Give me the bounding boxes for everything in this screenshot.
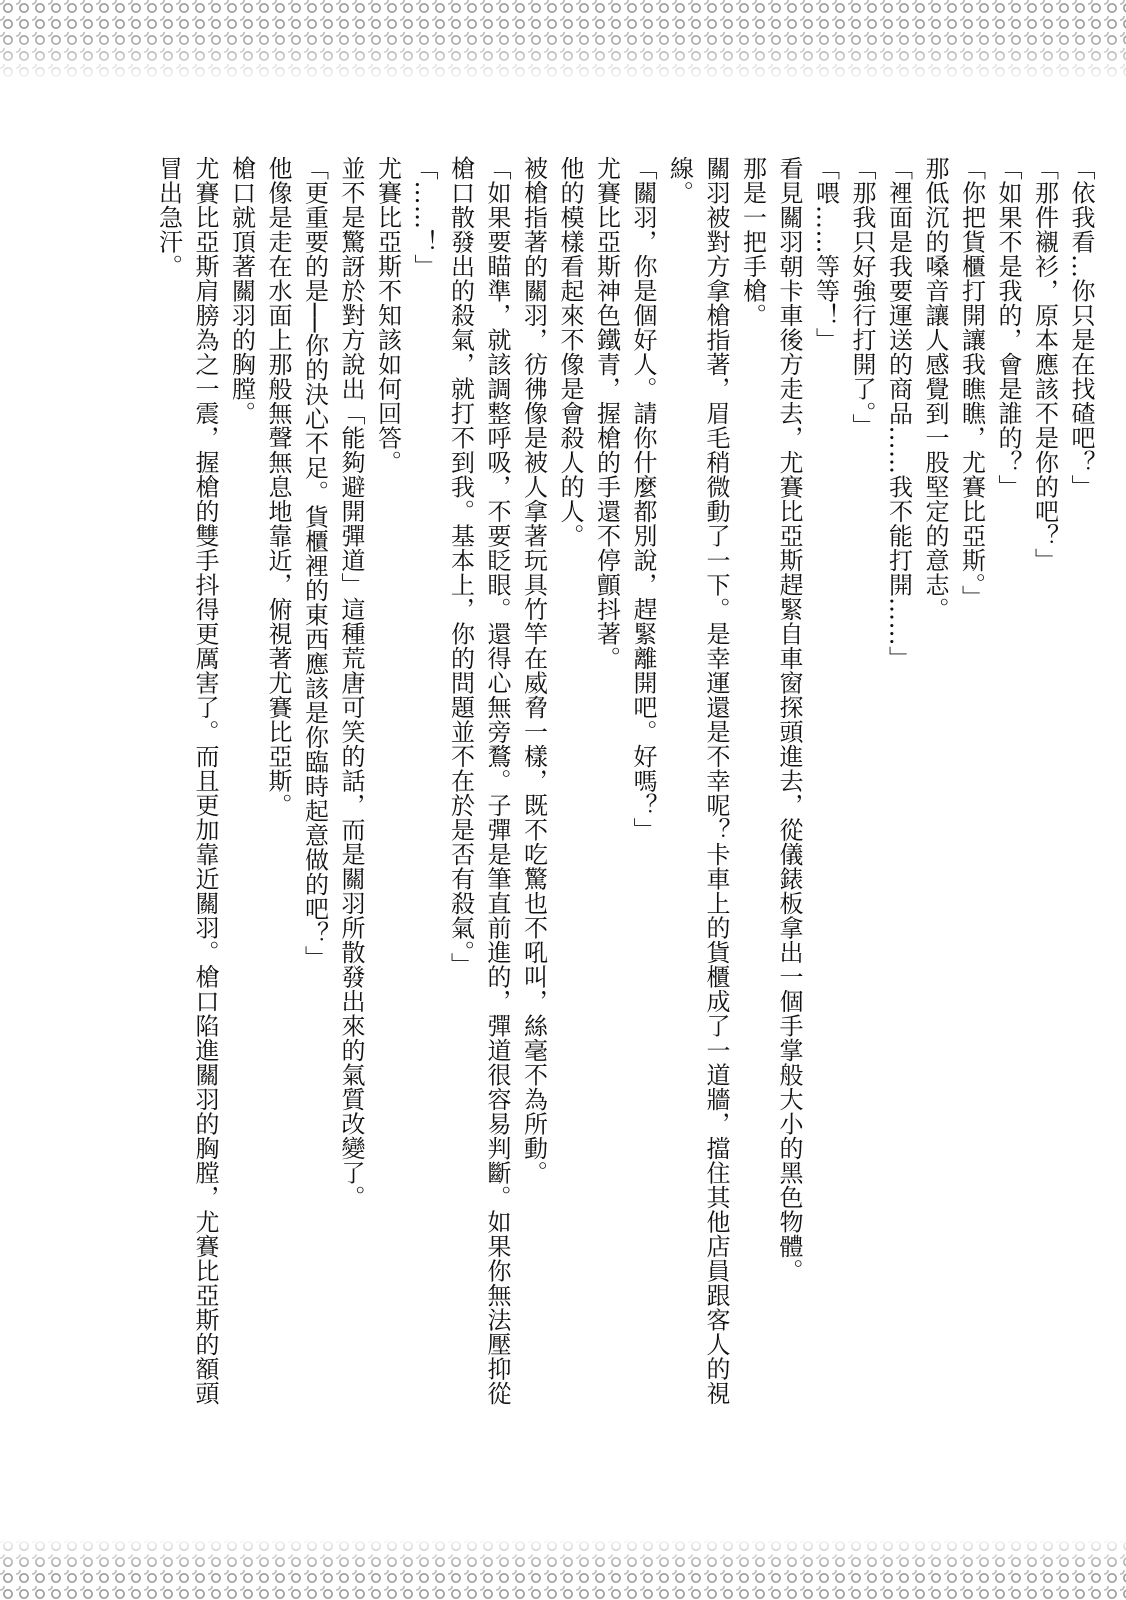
paragraph: 槍口就頂著關羽的胸膛。: [227, 156, 256, 426]
novel-text-body: [26, 156, 1095, 1426]
paragraph: 「那件襯衫，原本應該不是你的吧？」: [1030, 156, 1059, 573]
paragraph: 他的模樣看起來不像是會殺人的人。: [556, 156, 584, 548]
paragraph: 那是一把手槍。: [738, 156, 767, 328]
paragraph: 「你把貨櫃打開讓我瞧瞧，尤賽比亞斯。」: [957, 156, 986, 610]
paragraph: 那低沉的嗓音讓人感覺到一股堅定的意志。: [921, 156, 949, 622]
paragraph: 「……！」: [410, 156, 438, 279]
paragraph: 尤賽比亞斯肩膀為之一震，握槍的雙手抖得更厲害了。而且更加靠近關羽。槍口陷進關羽的胸膛，尤賽比亞斯的額頭冒出急汗。: [154, 156, 219, 1406]
paragraph: 並不是驚訝於對方說出「能夠避開彈道」這種荒唐可笑的話，而是關羽所散發出來的氣質改變了。: [337, 156, 365, 1210]
vertical-text-columns: [150, 156, 1099, 1406]
paragraph: 「更重要的是──你的決心不足。貨櫃裡的東西應該是你臨時起意做的吧？」: [300, 156, 329, 970]
paragraph: 「裡面是我要運送的商品……我不能打開……」: [884, 156, 913, 671]
paragraph: 「如果要瞄準，就該調整呼吸，不要眨眼。還得心無旁鶩。子彈是筆直前進的，彈道很容易判斷。如果你無法壓抑從槍口散發出的殺氣，就打不到我。基本上，你的問題並不在於是否有殺氣。」: [446, 156, 511, 1406]
paragraph: 被槍指著的關羽，彷彿像是被人拿著玩具竹竿在威脅一樣，既不吃驚也不吼叫，絲毫不為所動。: [519, 156, 548, 1185]
paragraph: 「喂……等等！」: [811, 156, 840, 352]
paragraph: 「那我只好強行打開了。」: [848, 156, 876, 438]
paragraph: 尤賽比亞斯神色鐵青，握槍的手還不停顫抖著。: [592, 156, 621, 671]
paragraph: 尤賽比亞斯不知該如何回答。: [373, 156, 402, 475]
paragraph: 「依我看…你只是在找碴吧？」: [1067, 156, 1095, 499]
paragraph: 看見關羽朝卡車後方走去，尤賽比亞斯趕緊自車窗探頭進去，從儀錶板拿出一個手掌般大小的黑色物體。: [775, 156, 803, 1283]
decorative-dot-border-bottom: [0, 1538, 1126, 1600]
paragraph: 他像是走在水面上那般無聲無息地靠近，俯視著尤賽比亞斯。: [264, 156, 292, 818]
paragraph: 關羽被對方拿槍指著，眉毛稍微動了一下。是幸運還是不幸呢？卡車上的貨櫃成了一道牆，擋住其他店員跟客人的視線。: [665, 156, 730, 1406]
decorative-dot-border-top: [0, 0, 1126, 82]
paragraph: 「如果不是我的，會是誰的？」: [994, 156, 1022, 499]
paragraph: 「關羽，你是個好人。請你什麼都別說，趕緊離開吧。好嗎？」: [629, 156, 657, 842]
